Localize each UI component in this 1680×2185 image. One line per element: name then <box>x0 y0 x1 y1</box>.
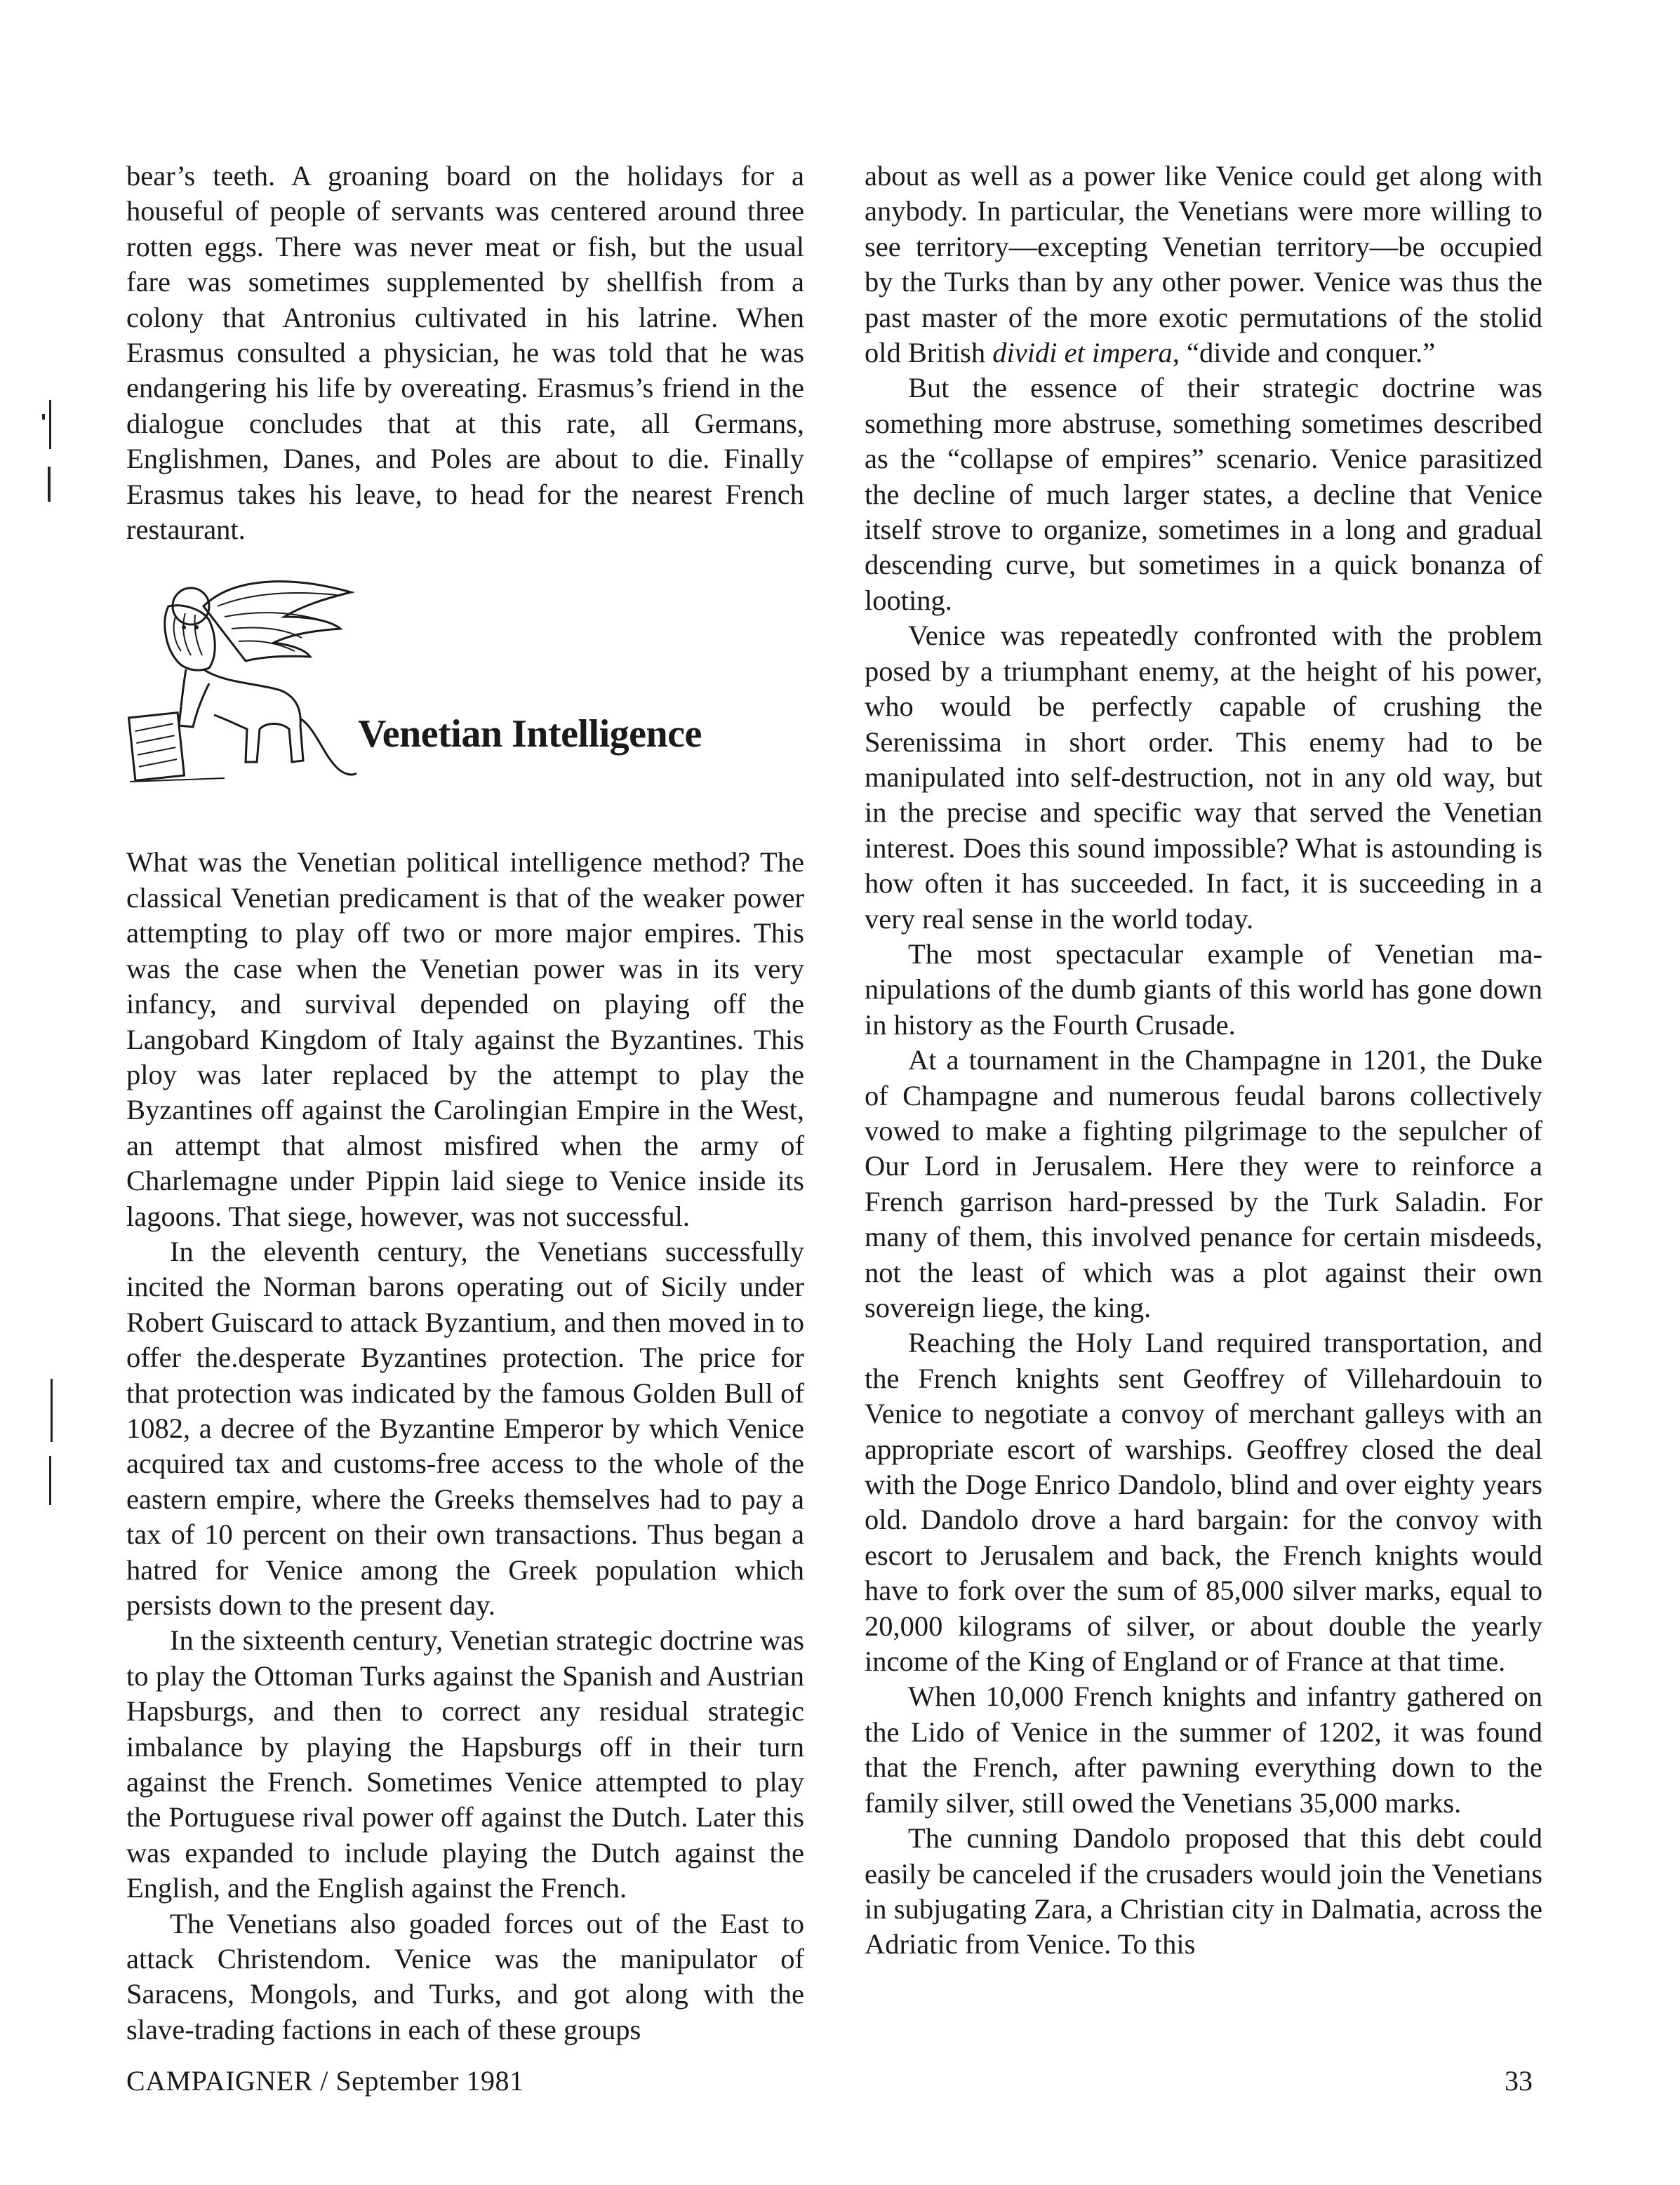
body-paragraph: bear’s teeth. A groaning board on the holidays for a houseful of people of servants was centered around three rotten eggs. There was never meat or fish, but the usual fare was sometimes supplemented by shellfish from a colony that Antronius cultivated in his latrine. When Erasmus consulted a physician, he was told that he was endangering his life by overeating. Erasmus’s friend in the dialogue concludes that at this rate, all Germans, Englishmen, Danes, and Poles are about to die. Finally Erasmus takes his leave, to head for the nearest French restaurant. <box>126 160 804 546</box>
body-paragraph: The cunning Dandolo proposed that this debt could easily be canceled if the crusaders would join the Venetians in subjugating Zara, a Christian city in Dalmatia, across the Adriatic from Venice. To this <box>865 1822 1542 1960</box>
body-paragraph: What was the Venetian political intelligence method? The classical Venetian predicament is that of the weaker power attempting to play off two or more major empires. This was the case when the Venetian power was in its very infancy, and survival depended on playing off the Langobard Kingdom of Italy against the Byzantines. This ploy was later replaced by the attempt to play the Byzantines off against the Carolingian Empire in the West, an attempt that almost misfired when the army of Charlemagne under Pippin laid siege to Venice inside its lagoons. That siege, however, was not successful. <box>126 846 804 1232</box>
margin-mark <box>49 1456 51 1505</box>
body-paragraph: In the eleventh century, the Venetians successfully incited the Norman barons operating out of Sicily under Robert Guiscard to attack Byzantium, and then moved in to offer the.desperate Byzantines protection. The price for that protection was indicated by the famous Golden Bull of 1082, a decree of the Byzantine Emperor by which Venice acquired tax and customs-free access to the whole of the eastern empire, where the Greeks themselves had to pay a tax of 10 percent on their own transactions. Thus began a hatred for Venice among the Greek population which persists down to the present day. <box>126 1235 804 1621</box>
margin-mark <box>48 467 51 502</box>
right-column <box>865 159 1542 1963</box>
section-heading: Venetian Intelligence <box>358 712 702 756</box>
margin-mark <box>49 400 51 449</box>
section-header <box>126 578 804 845</box>
body-paragraph: The most spectacular example of Venetian manipulations of the dumb giants of this world has gone down in history as the Fourth Crusade. <box>865 937 1542 1041</box>
body-text: about as well as a power like Venice could get along with anybody. In particular, the Venetians were more willing to see territory—excepting Venetian territory—be occupied by the Turks than by any other power. Venice was thus the past master of the more exotic permutations of the stolid old British <box>865 160 1542 369</box>
italic-phrase: dividi et impera <box>992 337 1173 369</box>
winged-lion-icon <box>126 578 358 789</box>
body-paragraph: In the sixteenth century, Venetian strategic doctrine was to play the Ottoman Turks against the Spanish and Austrian Hapsburgs, and then to correct any residual strategic imbalance by playing the Hapsburgs off in their turn against the French. Sometimes Venice attempted to play the Portuguese rival power off against the Dutch. Later this was expanded to include playing the Dutch against the English, and the English against the French. <box>126 1624 804 1904</box>
body-paragraph: When 10,000 French knights and infantry gathered on the Lido of Venice in the summer of 1202, it was found that the French, after pawning everything down to the family silver, still owed the Venetians 35,000 marks. <box>865 1680 1542 1819</box>
body-paragraph: But the essence of their strategic doctrine was something more abstruse, something sometimes described as the “collapse of empires” scenario. Venice parasitized the decline of much larger states, a decline that Venice itself strove to organize, sometimes in a long and gradual descending curve, but sometimes in a quick bonanza of looting. <box>865 372 1542 616</box>
body-paragraph: Reaching the Holy Land required transportation, and the French knights sent Geoffrey of Villehardouin to Venice to negotiate a convoy of merchant galleys with an appropriate escort of warships. Geoffrey closed the deal with the Doge Enrico Dandolo, blind and over eighty years old. Dandolo drove a hard bargain: for the convoy with escort to Jerusalem and back, the French knights would have to fork over the sum of 85,000 silver marks, equal to 20,000 kilograms of silver, or about double the yearly income of the King of England or of France at that time. <box>865 1327 1542 1678</box>
publication-footer: CAMPAIGNER / September 1981 <box>126 2065 524 2097</box>
body-paragraph: The Venetians also goaded forces out of the East to attack Christendom. Venice was the manipulator of Saracens, Mongols, and Turks, and got along with the slave-trading factions in each of these groups <box>126 1907 804 2045</box>
body-paragraph <box>865 159 1542 370</box>
body-paragraph: At a tournament in the Champagne in 1201, the Duke of Champagne and numerous feudal barons collectively vowed to make a fighting pilgrimage to the sepulcher of Our Lord in Jerusalem. Here they were to reinforce a French garrison hard-pressed by the Turk Saladin. For many of them, this involved penance for certain misdeeds, not the least of which was a plot against their own sovereign liege, the king. <box>865 1044 1542 1323</box>
body-text: , “divide and conquer.” <box>1172 337 1436 369</box>
body-paragraph: Venice was repeatedly confronted with the problem posed by a triumphant enemy, at the height of his power, who would be perfectly capable of crushing the Serenissima in short order. This enemy had to be manipulated into self-destruction, not in any old way, but in the precise and specific way that served the Venetian interest. Does this sound impossible? What is astounding is how often it has succeeded. In fact, it is succeeding in a very real sense in the world today. <box>865 620 1542 935</box>
margin-mark <box>51 1379 53 1442</box>
margin-mark <box>42 414 45 420</box>
page-number: 33 <box>1505 2065 1533 2097</box>
left-column <box>126 159 804 2047</box>
